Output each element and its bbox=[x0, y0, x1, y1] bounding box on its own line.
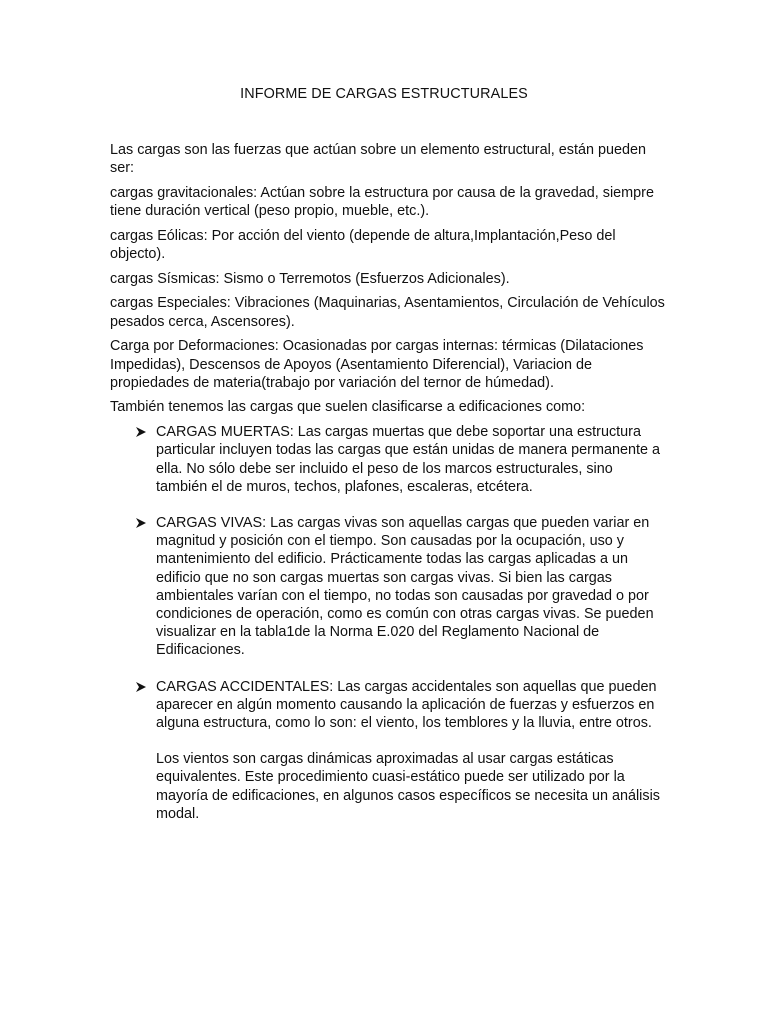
paragraph-sismicas: cargas Sísmicas: Sismo o Terremotos (Esfuerzos Adicionales). bbox=[110, 270, 510, 287]
arrowhead-bullet-icon bbox=[135, 678, 147, 696]
list-item-text: CARGAS ACCIDENTALES: Las cargas accidentales son aquellas que pueden aparecer en algún momento causando la aplicación de fuerzas y esfuerzos en alguna estructura, como lo son: el viento, los temblores y la lluvia, entre otros. bbox=[156, 678, 657, 731]
intro-paragraph: Las cargas son las fuerzas que actúan sobre un elemento estructural, están pueden ser: bbox=[110, 142, 646, 177]
paragraph-clasificacion: También tenemos las cargas que suelen clasificarse a edificaciones como: bbox=[110, 399, 586, 416]
arrowhead-bullet-icon bbox=[135, 514, 147, 532]
list-item-text: CARGAS VIVAS: Las cargas vivas son aquellas cargas que pueden variar en magnitud y posición con el tiempo. Son causadas por la ocupación, uso y mantenimiento del edificio. Prácticamente todas las cargas aplicadas a un edificio que no son cargas muertas son cargas vivas. Si bien las cargas ambientales varían con el tiempo, no todas son causadas por gravedad o por condiciones de operación, como es común con otras cargas vivas. Se pueden visualizar en la tabla1de la Norma E.020 del Reglamento Nacional de Edificaciones. bbox=[156, 514, 654, 659]
bullet-list bbox=[110, 423, 666, 823]
document-body bbox=[110, 141, 666, 823]
list-item-cargas-accidentales bbox=[110, 678, 666, 823]
paragraph-deformaciones: Carga por Deformaciones: Ocasionadas por cargas internas: térmicas (Dilataciones Impedidas), Descensos de Apoyos (Asentamiento Diferencial), Variacion de propiedades de materia(trabajo por variación del ternor de húmedad). bbox=[110, 338, 644, 391]
paragraph-especiales: cargas Especiales: Vibraciones (Maquinarias, Asentamientos, Circulación de Vehículos pesados cerca, Ascensores). bbox=[110, 295, 665, 330]
list-item-text: CARGAS MUERTAS: Las cargas muertas que debe soportar una estructura particular incluyen todas las cargas que están unidas de manera permanente a ella. No sólo debe ser incluido el peso de los marcos estructurales, sino también el de muros, techos, plafones, escaleras, etcétera. bbox=[156, 424, 660, 495]
paragraph-gravitacionales: cargas gravitacionales: Actúan sobre la estructura por causa de la gravedad, siempre tiene duración vertical (peso propio, mueble, etc.). bbox=[110, 184, 654, 220]
document-title: INFORME DE CARGAS ESTRUCTURALES bbox=[240, 86, 528, 102]
list-item-cargas-muertas bbox=[110, 423, 666, 496]
list-item-cargas-vivas bbox=[110, 514, 666, 660]
list-item-continuation: Los vientos son cargas dinámicas aproximadas al usar cargas estáticas equivalentes. Este procedimiento cuasi-estático puede ser utilizado por la mayoría de edificaciones, en algunos casos específicos se necesita un análisis modal. bbox=[156, 751, 660, 822]
paragraph-eolicas: cargas Eólicas: Por acción del viento (depende de altura,Implantación,Peso del objecto). bbox=[110, 227, 616, 263]
arrowhead-bullet-icon bbox=[135, 423, 147, 441]
